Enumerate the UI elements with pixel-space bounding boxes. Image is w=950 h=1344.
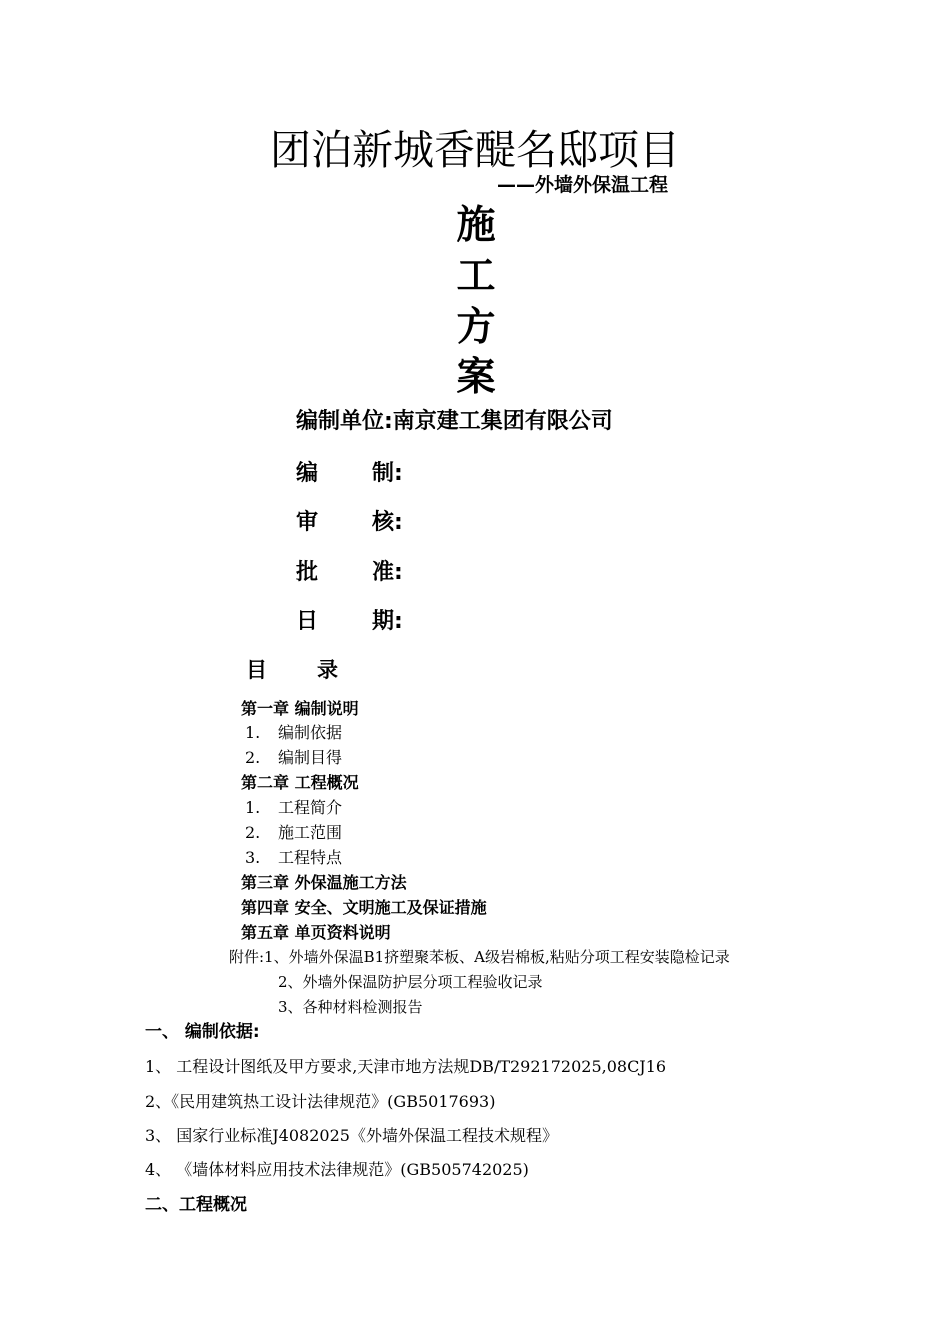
toc-chapter-2: 第二章 工程概况 xyxy=(241,773,359,792)
field-approver xyxy=(296,562,403,584)
field-label-b: 期: xyxy=(372,609,403,634)
toc-item-num: 1. xyxy=(245,723,261,742)
basis-item-1: 1、 工程设计图纸及甲方要求,天津市地方法规DB/T292172025,08CJ16 xyxy=(145,1057,667,1076)
toc-item xyxy=(245,850,342,866)
basis-item-2: 2、《民用建筑热工设计法律规范》(GB5017693) xyxy=(145,1092,496,1111)
field-label-b: 核: xyxy=(372,510,403,535)
toc-item-text: 编制依据 xyxy=(278,723,343,742)
toc-item-text: 工程特点 xyxy=(278,848,343,867)
toc-item-text: 施工范围 xyxy=(278,823,343,842)
section-1-title: 一、 编制依据: xyxy=(145,1022,260,1042)
toc-item xyxy=(245,800,342,816)
toc-title-a: 目 xyxy=(246,658,267,682)
toc-item-text: 编制目得 xyxy=(278,748,343,767)
doc-type-char-3: 方 xyxy=(456,305,496,350)
doc-type-char-1: 施 xyxy=(456,203,496,248)
org-line: 编制单位:南京建工集团有限公司 xyxy=(296,409,613,434)
toc-item-num: 1. xyxy=(245,798,261,817)
project-title: 团泊新城香醍名邸项目 xyxy=(270,126,680,174)
toc-item-num: 2. xyxy=(245,748,261,767)
toc-item-text: 工程简介 xyxy=(278,798,343,817)
field-label-a: 日 xyxy=(296,609,319,634)
toc-item xyxy=(245,725,342,741)
toc-chapter-5: 第五章 单页资料说明 xyxy=(241,923,391,942)
section-2-title: 二、工程概况 xyxy=(145,1195,247,1215)
basis-item-3: 3、 国家行业标准J4082025《外墙外保温工程技术规程》 xyxy=(145,1126,558,1145)
attachment-2: 2、外墙外保温防护层分项工程验收记录 xyxy=(278,973,543,991)
toc-item xyxy=(245,750,342,766)
field-date xyxy=(296,611,403,633)
project-subtitle: ——外墙外保温工程 xyxy=(497,174,669,196)
field-reviewer xyxy=(296,512,403,534)
toc-item-num: 2. xyxy=(245,823,261,842)
attachment-1: 附件:1、外墙外保温B1挤塑聚苯板、A级岩棉板,粘贴分项工程安装隐检记录 xyxy=(229,948,730,966)
toc-chapter-4: 第四章 安全、文明施工及保证措施 xyxy=(241,898,487,917)
doc-type-char-4: 案 xyxy=(456,355,496,400)
field-label-a: 编 xyxy=(296,461,319,486)
field-label-b: 准: xyxy=(372,560,403,585)
attachment-3: 3、各种材料检测报告 xyxy=(278,998,423,1016)
doc-type-char-2: 工 xyxy=(456,254,496,299)
toc-title-b: 录 xyxy=(317,658,338,682)
toc-item-num: 3. xyxy=(245,848,261,867)
field-label-a: 审 xyxy=(296,510,319,535)
toc-chapter-1: 第一章 编制说明 xyxy=(241,699,359,718)
basis-item-4: 4、 《墙体材料应用技术法律规范》(GB505742025) xyxy=(145,1160,529,1179)
toc-title xyxy=(246,660,338,681)
toc-chapter-3: 第三章 外保温施工方法 xyxy=(241,873,407,892)
field-label-a: 批 xyxy=(296,560,319,585)
field-label-b: 制: xyxy=(372,461,403,486)
toc-item xyxy=(245,825,342,841)
field-compiler xyxy=(296,463,403,485)
